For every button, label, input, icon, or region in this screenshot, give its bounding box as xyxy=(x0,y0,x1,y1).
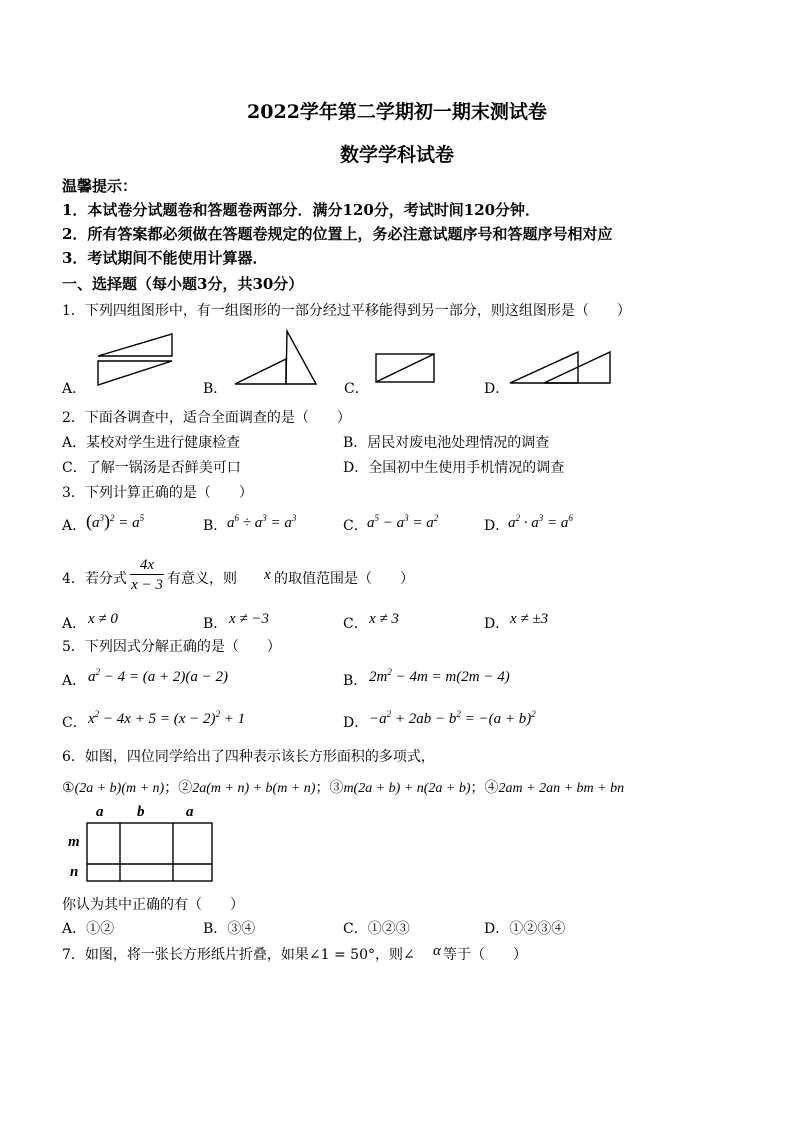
q4-label-c: C． xyxy=(343,616,368,632)
q5-formula-b: $2m^2 - 4m = m(2m - 4)$ xyxy=(369,667,510,685)
q1-label-d: D． xyxy=(484,381,510,397)
q1-figure-c xyxy=(372,350,440,388)
q6-polynomials: ①(2a + b)(m + n)；②2a(m + n) + b(m + n)；③m(2a + b) + n(2a + b)；④2am + 2an + bm + bn xyxy=(62,781,625,796)
q4-answer-b: x ≠ −3 xyxy=(229,611,270,627)
q5-formula-c: $x^2 - 4x + 5 = (x - 2)^2 + 1$ xyxy=(88,709,246,727)
q4-var: x xyxy=(264,567,271,583)
q1-figure-a xyxy=(90,328,190,390)
q5-stem: 5．下列因式分解正确的是（ ） xyxy=(62,639,281,655)
tips-heading: 温馨提示： xyxy=(62,177,138,195)
q7-var: α xyxy=(433,943,441,959)
q4-label-a: A． xyxy=(62,616,87,632)
q7-stem-post: 等于（ ） xyxy=(443,947,527,963)
page-subtitle: 数学学科试卷 xyxy=(339,144,454,166)
q5-label-c: C． xyxy=(62,715,87,731)
q6-option-b: B．③④ xyxy=(203,921,256,937)
q6-option-c: C．①②③ xyxy=(343,921,410,937)
q5-label-b: B． xyxy=(343,673,368,689)
q6-option-a: A．①② xyxy=(62,921,115,937)
q1-figure-b xyxy=(230,328,322,390)
q4-stem-post: 有意义，则 xyxy=(167,571,237,587)
q2-stem: 2．下面各调查中，适合全面调查的是（ ） xyxy=(62,410,351,426)
q4-label-b: B． xyxy=(203,616,228,632)
tip-3: 3．考试期间不能使用计算器． xyxy=(62,249,268,267)
q1-figure-d xyxy=(506,346,618,388)
q3-formula-b: $a^6 \div a^3 = a^3$ xyxy=(227,513,297,531)
q4-fraction: 4x x − 3 xyxy=(131,557,163,593)
page-title: 2022学年第二学期初一期末测试卷 xyxy=(247,101,547,123)
q6-grid-top-b: b xyxy=(137,804,145,820)
q4-answer-c: x ≠ 3 xyxy=(369,611,399,627)
q3-label-d: D． xyxy=(484,518,510,534)
q6-grid-side-m: m xyxy=(68,834,80,850)
q5-formula-d: $-a^2 + 2ab - b^2 = -(a + b)^2$ xyxy=(369,709,536,727)
q6-grid-side-n: n xyxy=(70,864,79,880)
q4-stem-pre: 4．若分式 xyxy=(62,571,127,587)
q1-label-b: B． xyxy=(203,381,228,397)
q4-answer-d: x ≠ ±3 xyxy=(510,611,549,627)
q3-label-a: A． xyxy=(62,518,87,534)
q3-stem: 3．下列计算正确的是（ ） xyxy=(62,485,253,501)
q2-option-a: A．某校对学生进行健康检查 xyxy=(62,435,241,451)
q6-grid-top-a1: a xyxy=(96,804,104,820)
q6-option-d: D．①②③④ xyxy=(484,921,566,937)
tip-2: 2．所有答案都必须做在答题卷规定的位置上，务必注意试题序号和答题序号相对应 xyxy=(62,225,613,243)
q2-option-d: D．全国初中生使用手机情况的调查 xyxy=(343,460,565,476)
tip-1: 1．本试卷分试题卷和答题卷两部分．满分120分，考试时间120分钟． xyxy=(62,201,541,219)
q6-ask: 你认为其中正确的有（ ） xyxy=(62,897,244,913)
q3-label-b: B． xyxy=(203,518,228,534)
q1-label-a: A． xyxy=(62,381,87,397)
q3-formula-a: $(a^3)^2 = a^5$ xyxy=(86,511,145,531)
q3-formula-c: $a^5 - a^3 = a^2$ xyxy=(367,513,439,531)
q6-stem: 6．如图，四位同学给出了四种表示该长方形面积的多项式， xyxy=(62,749,435,765)
q3-formula-d: $a^2 \cdot a^3 = a^6$ xyxy=(508,513,573,531)
q1-stem: 1．下列四组图形中，有一组图形的一部分经过平移能得到另一部分，则这组图形是（ ） xyxy=(62,303,631,319)
section-heading: 一、选择题（每小题3分，共30分） xyxy=(62,275,304,293)
q4-stem-post2: 的取值范围是（ ） xyxy=(274,571,414,587)
q2-option-c: C．了解一锅汤是否鲜美可口 xyxy=(62,460,241,476)
q5-label-d: D． xyxy=(343,715,369,731)
q2-option-b: B．居民对废电池处理情况的调查 xyxy=(343,435,550,451)
q1-label-c: C． xyxy=(344,381,369,397)
q6-grid-top-a2: a xyxy=(186,804,194,820)
q5-formula-a: $a^2 - 4 = (a + 2)(a - 2)$ xyxy=(88,667,228,685)
q5-label-a: A． xyxy=(62,673,87,689)
q3-label-c: C． xyxy=(343,518,368,534)
q6-rectangle-figure xyxy=(84,820,216,884)
q4-answer-a: x ≠ 0 xyxy=(88,611,118,627)
q4-label-d: D． xyxy=(484,616,510,632)
q7-stem-pre: 7．如图，将一张长方形纸片折叠，如果∠1 = 50°，则∠ xyxy=(62,947,415,963)
